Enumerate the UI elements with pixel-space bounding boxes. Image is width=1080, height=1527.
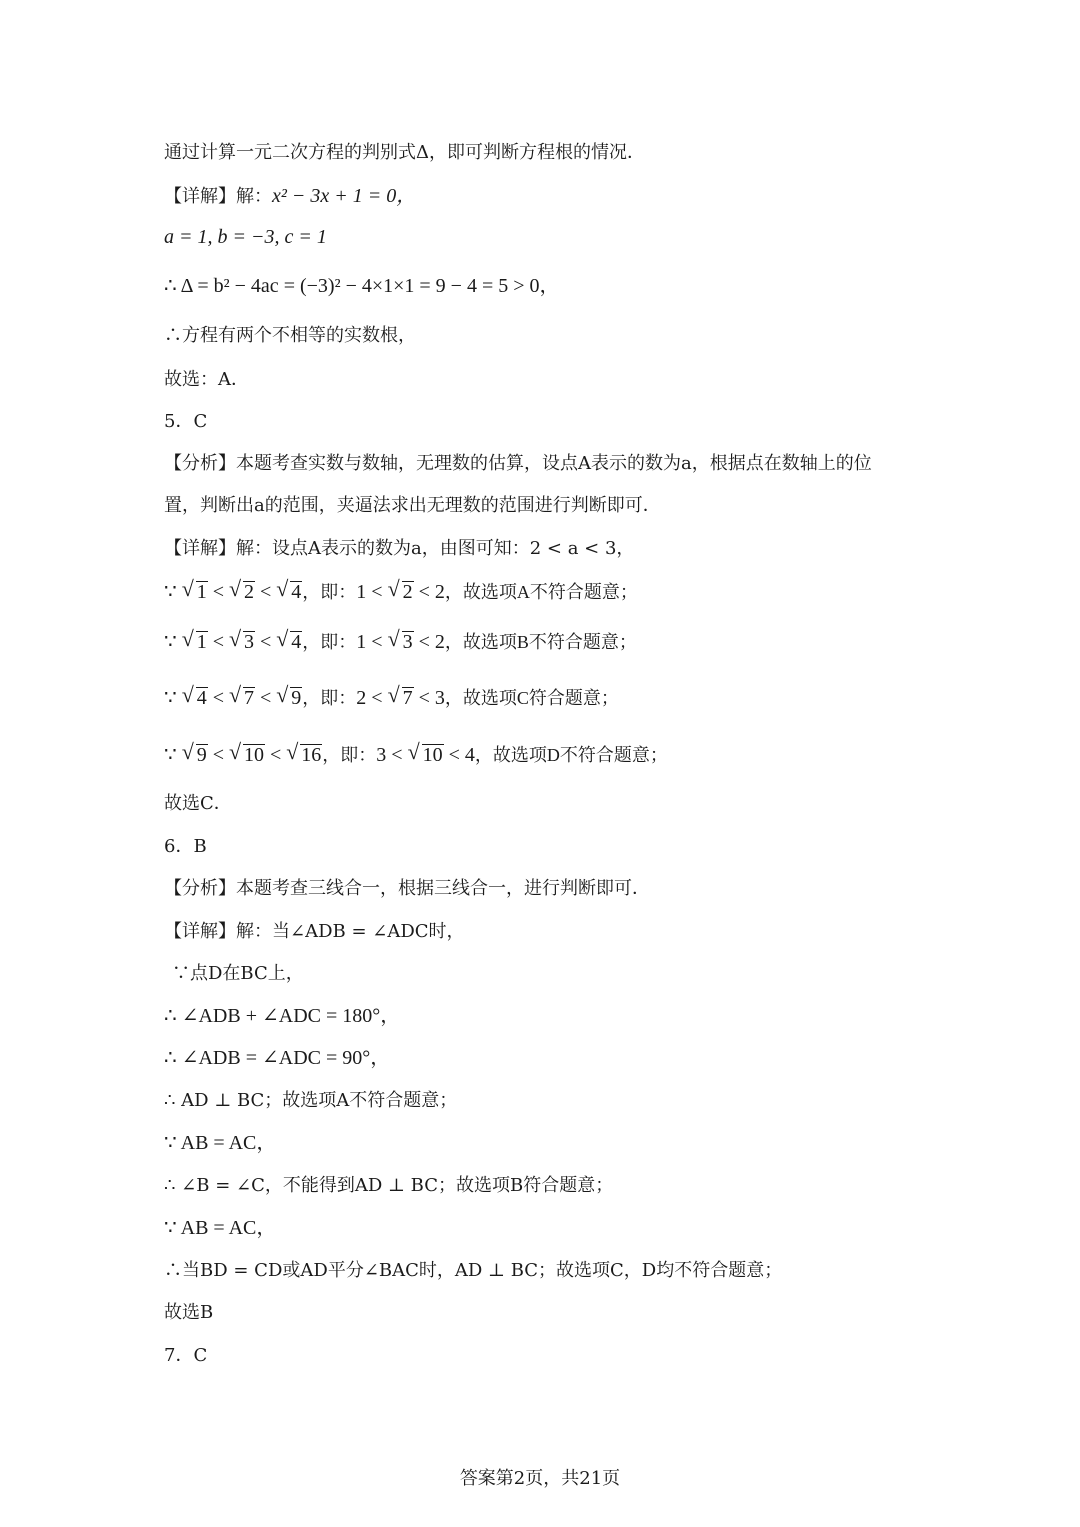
answer-number: 5．C <box>164 411 208 432</box>
section-label: 【详解】解： <box>164 186 272 207</box>
inequality-line: ∵ √ 1 < √ 2 < √ 4，即：1 < √ 2 < 2，故选项A不符合题意； <box>164 580 638 604</box>
text-line: 【详解】解：当∠ADB = ∠ADC时， <box>164 921 465 942</box>
conclusion-text: ，故选项A不符合题意； <box>444 582 638 602</box>
text-line: ∴ AD ⊥ BC；故选项A不符合题意； <box>164 1090 458 1111</box>
equation-line: ∵ AB = AC， <box>164 1217 277 1239</box>
text-line: ∵点D在BC上， <box>172 963 304 984</box>
text-line: 置，判断出a的范围，夹逼法求出无理数的范围进行判断即可． <box>164 495 661 516</box>
text-line: 通过计算一元二次方程的判别式Δ，即可判断方程根的情况． <box>164 142 645 163</box>
inequality-line: ∵ √ 4 < √ 7 < √ 9，即：2 < √ 7 < 3，故选项C符合题意； <box>164 686 619 710</box>
text-line: ∴ ∠B = ∠C，不能得到AD ⊥ BC；故选项B符合题意； <box>164 1175 614 1196</box>
text-line: 【分析】本题考查实数与数轴，无理数的估算，设点A表示的数为a，根据点在数轴上的位 <box>164 453 872 474</box>
text-line: ∴方程有两个不相等的实数根， <box>164 325 416 346</box>
text-line: 【详解】解：设点A表示的数为a，由图可知：2 < a < 3， <box>164 538 635 559</box>
equation: x² − 3x + 1 = 0， <box>272 185 417 207</box>
text-line <box>164 184 416 209</box>
conclusion-text: ，故选项B不符合题意； <box>444 632 637 652</box>
equation-line: ∴ ∠ADB = ∠ADC = 90°， <box>164 1047 391 1069</box>
conclusion-text: ，故选项D不符合题意； <box>474 745 668 765</box>
answer-number: 6．B <box>164 836 207 857</box>
equation-line: ∴ ∠ADB + ∠ADC = 180°， <box>164 1005 401 1027</box>
inequality-line: ∵ √ 9 < √ 10 < √ 16，即：3 < √ 10 < 4，故选项D不符合题意； <box>164 743 668 767</box>
conclusion-text: ，故选项C符合题意； <box>444 688 619 708</box>
text-line: ∴当BD = CD或AD平分∠BAC时，AD ⊥ BC；故选项C，D均不符合题意； <box>164 1260 783 1281</box>
equation-line: ∵ AB = AC， <box>164 1132 277 1154</box>
text-line: 故选：A． <box>164 369 249 390</box>
text-line: 【分析】本题考查三线合一，根据三线合一，进行判断即可． <box>164 878 650 899</box>
text-line: 故选B <box>164 1302 214 1323</box>
equation-line: ∴ Δ = b² − 4ac = (−3)² − 4×1×1 = 9 − 4 = 5 > 0， <box>164 275 560 297</box>
page-footer: 答案第2页，共21页 <box>459 1468 621 1489</box>
text-line: 故选C． <box>164 793 232 814</box>
equation-line: a = 1, b = −3, c = 1 <box>164 226 327 248</box>
inequality-line: ∵ √ 1 < √ 3 < √ 4，即：1 < √ 3 < 2，故选项B不符合题意； <box>164 630 637 654</box>
answer-number: 7．C <box>164 1345 208 1366</box>
